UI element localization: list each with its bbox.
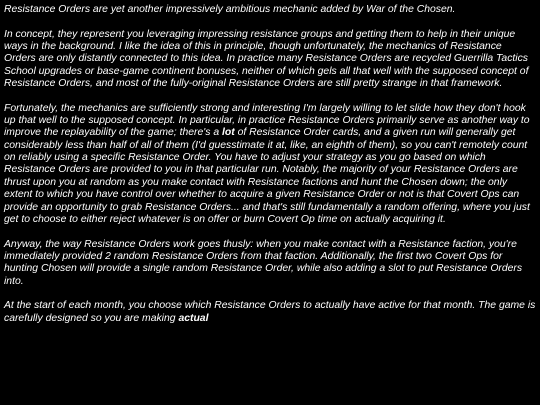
paragraph-mechanics-text-b: of Resistance Order cards, and a given run will generally get considerably less than half of all of them (I'd guesstimate it at, like, an eighth of them), so you can't remotely count on reliably using a specific Resistance Order. You have to adjust your strategy as you go based on which Resistance Orders are provided to you in that particular run. Notably, the majority of your Resistance Orders are thrust upon you at random as you make contact with Resistance factions and hunt the Chosen down; the only extent to which you have control over whether to acquire a given Resistance Order or not is that Covert Ops can provide an opportunity to grab Resistance Orders... and that's still fundamentally a random offering, where you just get to choose to either reject whatever is on offer or burn Covert Op time on actually acquiring it.	[4, 127, 530, 225]
paragraph-how-it-works: Anyway, the way Resistance Orders work goes thusly: when you make contact with a Resistance faction, you're immediately provided 2 random Resistance Orders from that faction. Additionally, the first two Covert Ops for hunting Chosen will provide a single random Resistance Order, while also adding a slot to put Resistance Orders into.	[4, 238, 523, 287]
emphasis-actual: actual	[178, 312, 209, 324]
paragraph-concept: In concept, they represent you leveraging impressing resistance groups and getting them to help in their unique ways in the background. I like the idea of this in principle, though unfortunately, the mechanics of Resistance Orders are only distantly connected to this idea. In practice many Resistance Orders are recycled Guerrilla Tactics School upgrades or base-game continent bonuses, neither of which gels all that well with the supposed concept of Resistance Orders, and most of the fully-original Resistance Orders are still pretty strange in that framework.	[4, 28, 529, 90]
article-body	[4, 4, 536, 337]
paragraph-monthly-text-a: At the start of each month, you choose which Resistance Orders to actually have active for that month. The game is carefully designed so you are making	[4, 300, 536, 324]
paragraph-mechanics-text-a: Fortunately, the mechanics are sufficiently strong and interesting I'm largely willing to let slide how they don't hook up that well to the supposed concept. In particular, in practice Resistance Orders primarily serve as another way to improve the replayability of the game; there's a	[4, 102, 530, 139]
paragraph-mechanics	[4, 103, 536, 226]
emphasis-lot: lot	[222, 127, 235, 139]
paragraph-intro: Resistance Orders are yet another impressively ambitious mechanic added by War of the Chosen.	[4, 4, 456, 15]
paragraph-monthly	[4, 300, 536, 325]
